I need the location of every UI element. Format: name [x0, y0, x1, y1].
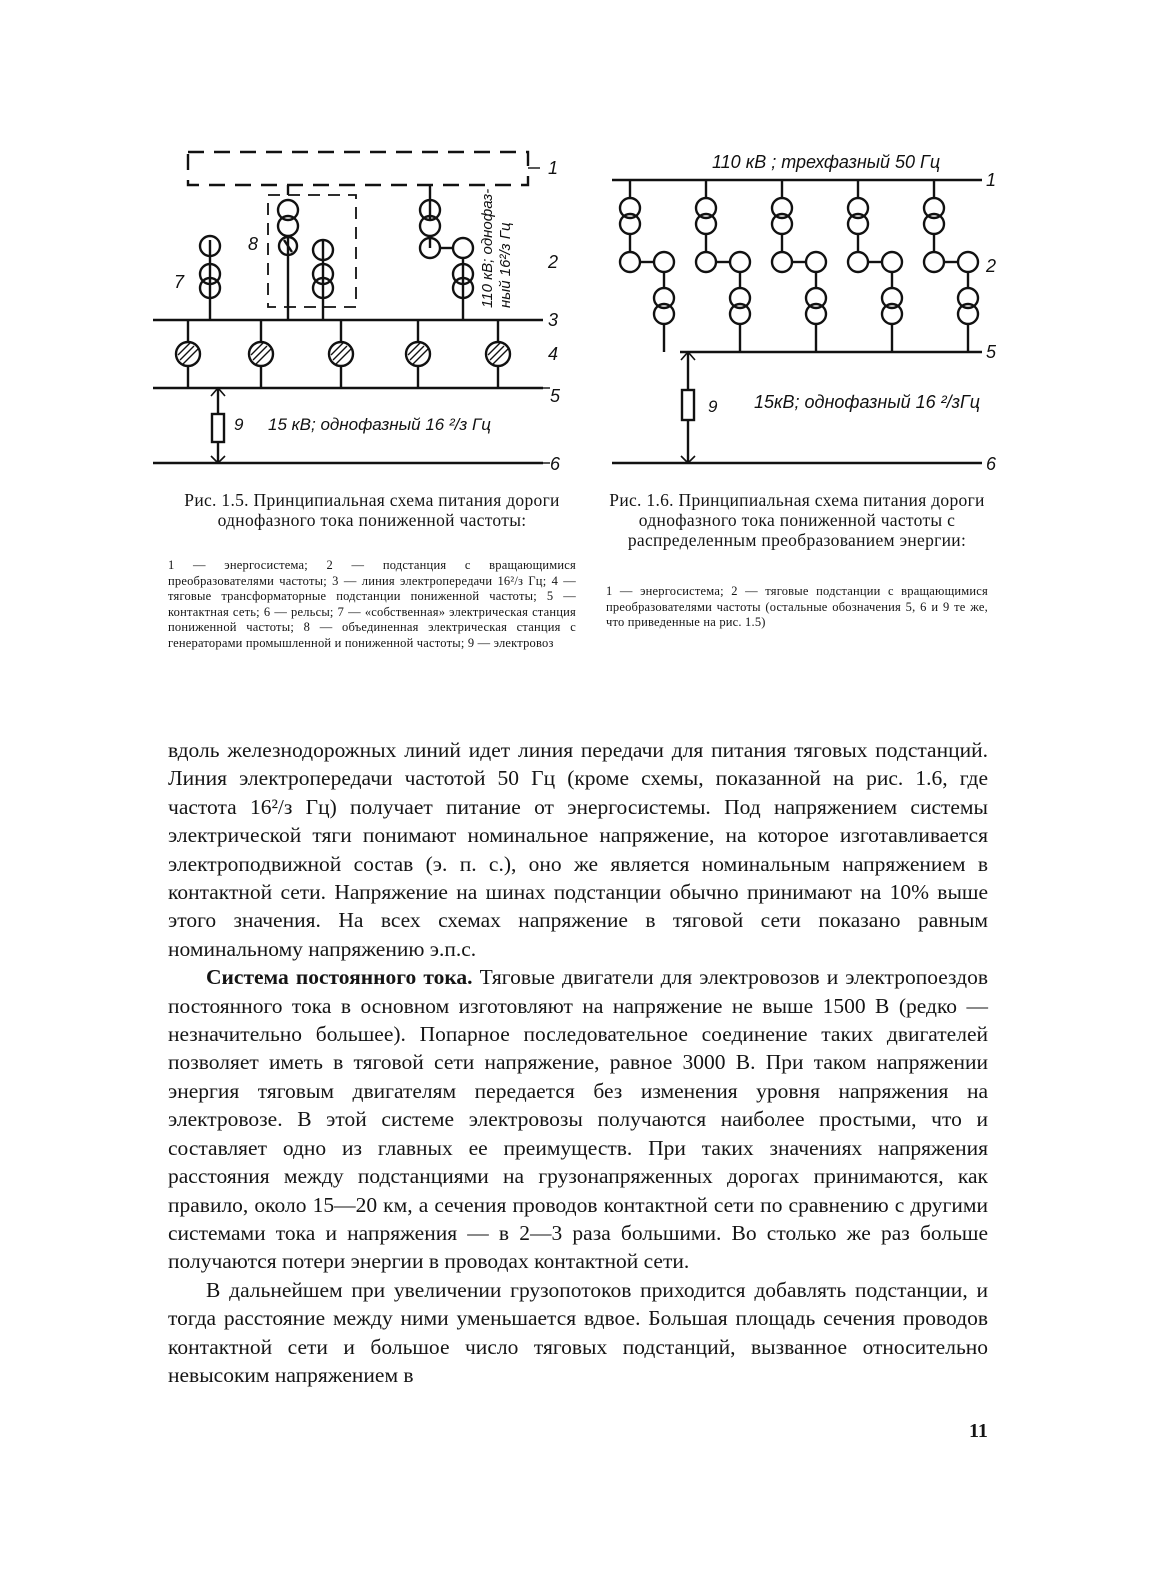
fig15-label-vertical2: ный 16²/з Гц	[497, 222, 514, 308]
figure-1-5	[148, 140, 578, 480]
paragraph-2-heading: Система постоянного тока.	[206, 965, 473, 990]
fig15-label-9: 9	[234, 415, 244, 434]
fig15-label-7: 7	[174, 272, 185, 292]
fig16-label-top: 110 кВ ; трехфазный 50 Гц	[712, 152, 941, 172]
fig16-label-9: 9	[708, 397, 718, 416]
fig15-label-vertical: 110 кВ; однофаз-	[479, 188, 496, 308]
fig16-label-5: 5	[986, 342, 997, 362]
fig16-legend: 1 — энергосистема; 2 — тяговые подстанции с вращающимися преобразователями частоты (остальные обозначения 5, 6 и 9 те же, что приведенные на рис. 1.5)	[606, 584, 988, 630]
fig15-caption: Рис. 1.5. Принципиальная схема питания дороги однофазного тока пониженной частоты:	[184, 490, 560, 530]
fig15-label-bottom: 15 кВ; однофазный 16 ²/з Гц	[268, 415, 491, 434]
paragraph-2	[168, 963, 988, 1275]
fig15-label-3: 3	[548, 310, 559, 330]
fig15-legend: 1 — энергосистема; 2 — подстанция с вращающимися преобразователями частоты; 3 — линия электропередачи 16²/з Гц; 4 — тяговые трансформаторные подстанции пониженной частоты; 5 — контактная сеть; 6 — рельсы; 7 — «собственная» электрическая станция пониженной частоты; 8 — объединенная электрическая станция с генераторами промышленной и пониженной частоты; 9 — электровоз	[168, 558, 576, 650]
figure-1-6-diagram	[604, 140, 1014, 480]
figure-1-6	[604, 140, 1014, 480]
fig16-label-1: 1	[986, 170, 997, 190]
body-text	[168, 736, 988, 1389]
page-number: 11	[969, 1420, 988, 1442]
paragraph-1: вдоль железнодорожных линий идет линия передачи для питания тяговых подстанций. Линия электропередачи частотой 50 Гц (кроме схемы, показанной на рис. 1.6, где частота 16²/з Гц) получает питание от энергосистемы. Под напряжением системы электрической тяги понимают номинальное напряжение, на которое изготавливается электроподвижной состав (э. п. с.), оно же является номинальным напряжением в контактной сети. Напряжение на шинах подстанции обычно принимают на 10% выше этого значения. На всех схемах напряжение в тяговой сети показано равным номинальному напряжению э.п.с.	[168, 738, 988, 961]
fig15-label-6: 6	[550, 454, 561, 474]
fig16-label-6: 6	[986, 454, 997, 474]
fig16-label-2: 2	[986, 256, 997, 276]
fig15-label-1: 1	[548, 158, 559, 178]
fig16-label-mid: 15кВ; однофазный 16 ²/зГц	[754, 392, 981, 412]
fig15-label-8: 8	[248, 234, 259, 254]
fig15-label-4: 4	[548, 344, 559, 364]
fig16-caption: Рис. 1.6. Принципиальная схема питания дороги однофазного тока пониженной частоты с распределенным преобразованием энергии:	[609, 490, 985, 550]
fig15-label-5: 5	[550, 386, 561, 406]
figure-1-5-diagram	[148, 140, 578, 480]
paragraph-2-text: Тяговые двигатели для электровозов и электропоездов постоянного тока в основном изготовляют на напряжение не выше 1500 В (редко — незначительно большее). Попарное последовательное соединение таких двигателей позволяет иметь в тяговой сети напряжение, равное 3000 В. При таком напряжении энергия тяговым двигателям передается без изменения уровня напряжения на электровозе. В этой системе электровозы получаются наиболее простыми, что и составляет одно из главных ее преимуществ. При таких значениях напряжения расстояния между подстанциями на грузонапряженных дорогах принимаются, как правило, около 15—20 км, а сечения проводов контактной сети по сравнению с другими системами тока и напряжения — в 2—3 раза большими. Во столько же раз больше получаются потери энергии в проводах контактной сети.	[168, 965, 988, 1274]
fig15-label-2: 2	[548, 252, 559, 272]
paragraph-3: В дальнейшем при увеличении грузопотоков приходится добавлять подстанции, и тогда расстояние между ними уменьшается вдвое. Большая площадь сечения проводов контактной сети и большое число тяговых подстанций, вызванное относительно невысоким напряжением в	[168, 1277, 988, 1387]
